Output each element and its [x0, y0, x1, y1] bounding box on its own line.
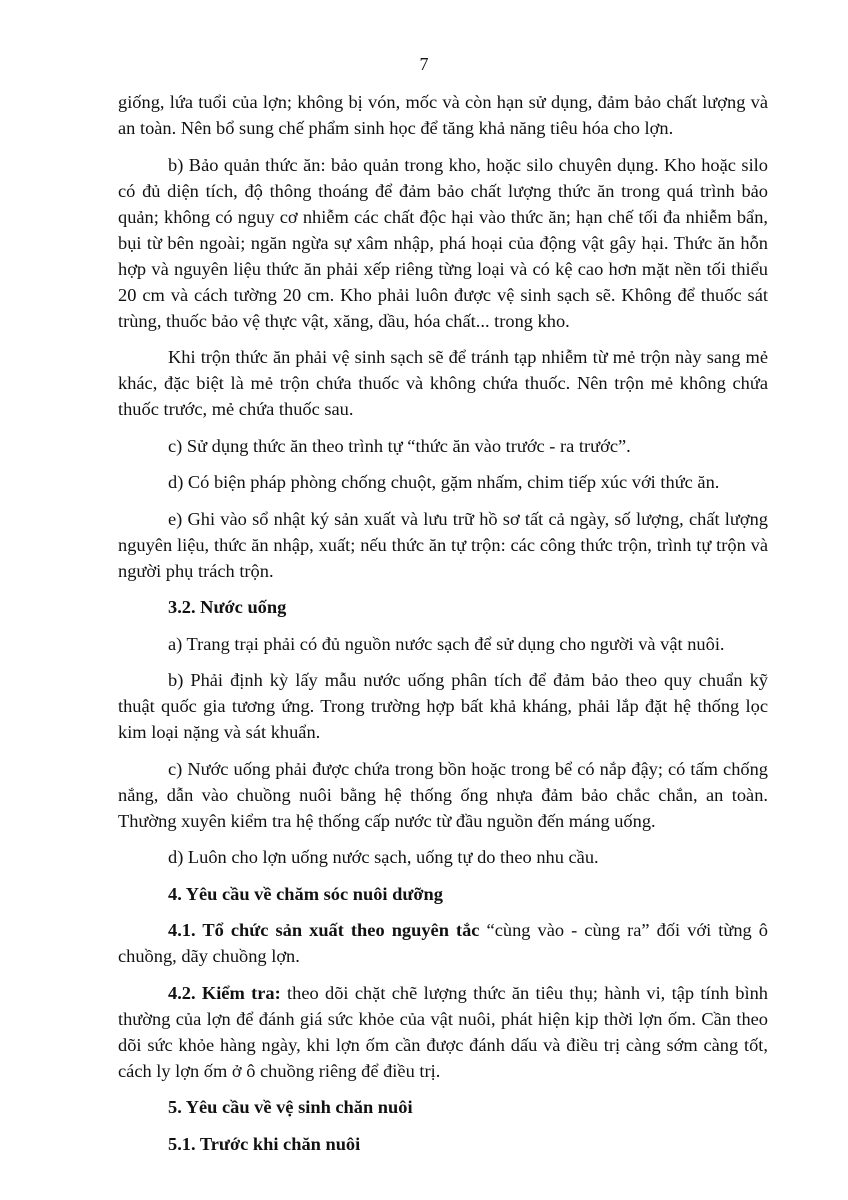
text-production-organization: “cùng vào - cùng ra” đối với từng ô chuồng, dãy chuồng lợn. — [118, 920, 769, 966]
heading-drinking-water: 3.2. Nước uống — [168, 597, 287, 617]
paragraph-feed-records: e) Ghi vào sổ nhật ký sản xuất và lưu trữ hồ sơ tất cả ngày, số lượng, chất lượng nguyên liệu, thức ăn nhập, xuất; nếu thức ăn tự trộn: các công thức trộn, trình tự trộn và người phụ trách trộn. — [118, 508, 768, 581]
heading-before-breeding: 5.1. Trước khi chăn nuôi — [168, 1133, 361, 1154]
text-inspection: theo dõi chặt chẽ lượng thức ăn tiêu thụ; hành vi, tập tính bình thường của lợn để đánh giá sức khỏe của vật nuôi, phát hiện kịp thời lợn ốm. Cần theo dõi sức khỏe hàng ngày, khi lợn ốm cần được đánh dấu và điều trị càng sớm càng tốt, cách ly lợn ốm ở ô chuồng riêng để điều trị. — [118, 982, 768, 1081]
label-production-organization: 4.1. Tổ chức sản xuất theo nguyên tắc — [168, 920, 480, 940]
page-body — [118, 89, 768, 1167]
label-inspection: 4.2. Kiểm tra: — [168, 982, 281, 1003]
paragraph-water-testing: b) Phải định kỳ lấy mẫu nước uống phân tích để đảm bảo theo quy chuẩn kỹ thuật quốc gia tương ứng. Trong trường hợp bất khả kháng, phải lắp đặt hệ thống lọc kim loại nặng và sát khuẩn. — [118, 670, 768, 742]
heading-care-requirements: 4. Yêu cầu về chăm sóc nuôi dưỡng — [168, 883, 443, 904]
paragraph-water-storage: c) Nước uống phải được chứa trong bồn hoặc trong bể có nắp đậy; có tấm chống nắng, dẫn vào chuồng nuôi bằng hệ thống ống nhựa đảm bảo chắc chắn, an toàn. Thường xuyên kiểm tra hệ thống cấp nước từ đầu nguồn đến máng uống. — [118, 758, 768, 831]
paragraph-feed-fifo: c) Sử dụng thức ăn theo trình tự “thức ăn vào trước - ra trước”. — [168, 435, 631, 456]
paragraph-all-in-all-out — [118, 917, 768, 969]
paragraph-feed-quality-continued: giống, lứa tuổi của lợn; không bị vón, mốc và còn hạn sử dụng, đảm bảo chất lượng và an toàn. Nên bổ sung chế phẩm sinh học để tăng khả năng tiêu hóa cho lợn. — [118, 92, 768, 138]
heading-hygiene-requirements: 5. Yêu cầu về vệ sinh chăn nuôi — [168, 1097, 413, 1117]
paragraph-water-supply: d) Luôn cho lợn uống nước sạch, uống tự do theo nhu cầu. — [168, 847, 599, 867]
paragraph-feed-storage: b) Bảo quản thức ăn: bảo quản trong kho, hoặc silo chuyên dụng. Kho hoặc silo có đủ diện tích, độ thông thoáng để đảm bảo chất lượng thức ăn trong quá trình bảo quản; không có nguy cơ nhiễm các chất độc hại vào thức ăn; hạn chế tối đa nhiễm bẩn, bụi từ bên ngoài; ngăn ngừa sự xâm nhập, phá hoại của động vật gây hại. Thức ăn hỗn hợp và nguyên liệu thức ăn phải xếp riêng từng loại và có kệ cao hơn mặt nền tối thiểu 20 cm và cách tường 20 cm. Kho phải luôn được vệ sinh sạch sẽ. Không để thuốc sát trùng, thuốc bảo vệ thực vật, xăng, dầu, hóa chất... trong kho. — [118, 154, 768, 331]
paragraph-pest-control: d) Có biện pháp phòng chống chuột, gặm nhấm, chim tiếp xúc với thức ăn. — [168, 472, 720, 492]
paragraph-feed-mixing: Khi trộn thức ăn phải vệ sinh sạch sẽ để tránh tạp nhiễm từ mẻ trộn này sang mẻ khác, đặc biệt là mẻ trộn chứa thuốc và không chứa thuốc. Nên trộn mẻ không chứa thuốc trước, mẻ chứa thuốc sau. — [118, 347, 768, 419]
page-number: 7 — [419, 54, 429, 74]
paragraph-water-source: a) Trang trại phải có đủ nguồn nước sạch để sử dụng cho người và vật nuôi. — [168, 633, 725, 654]
paragraph-health-check — [118, 980, 768, 1084]
